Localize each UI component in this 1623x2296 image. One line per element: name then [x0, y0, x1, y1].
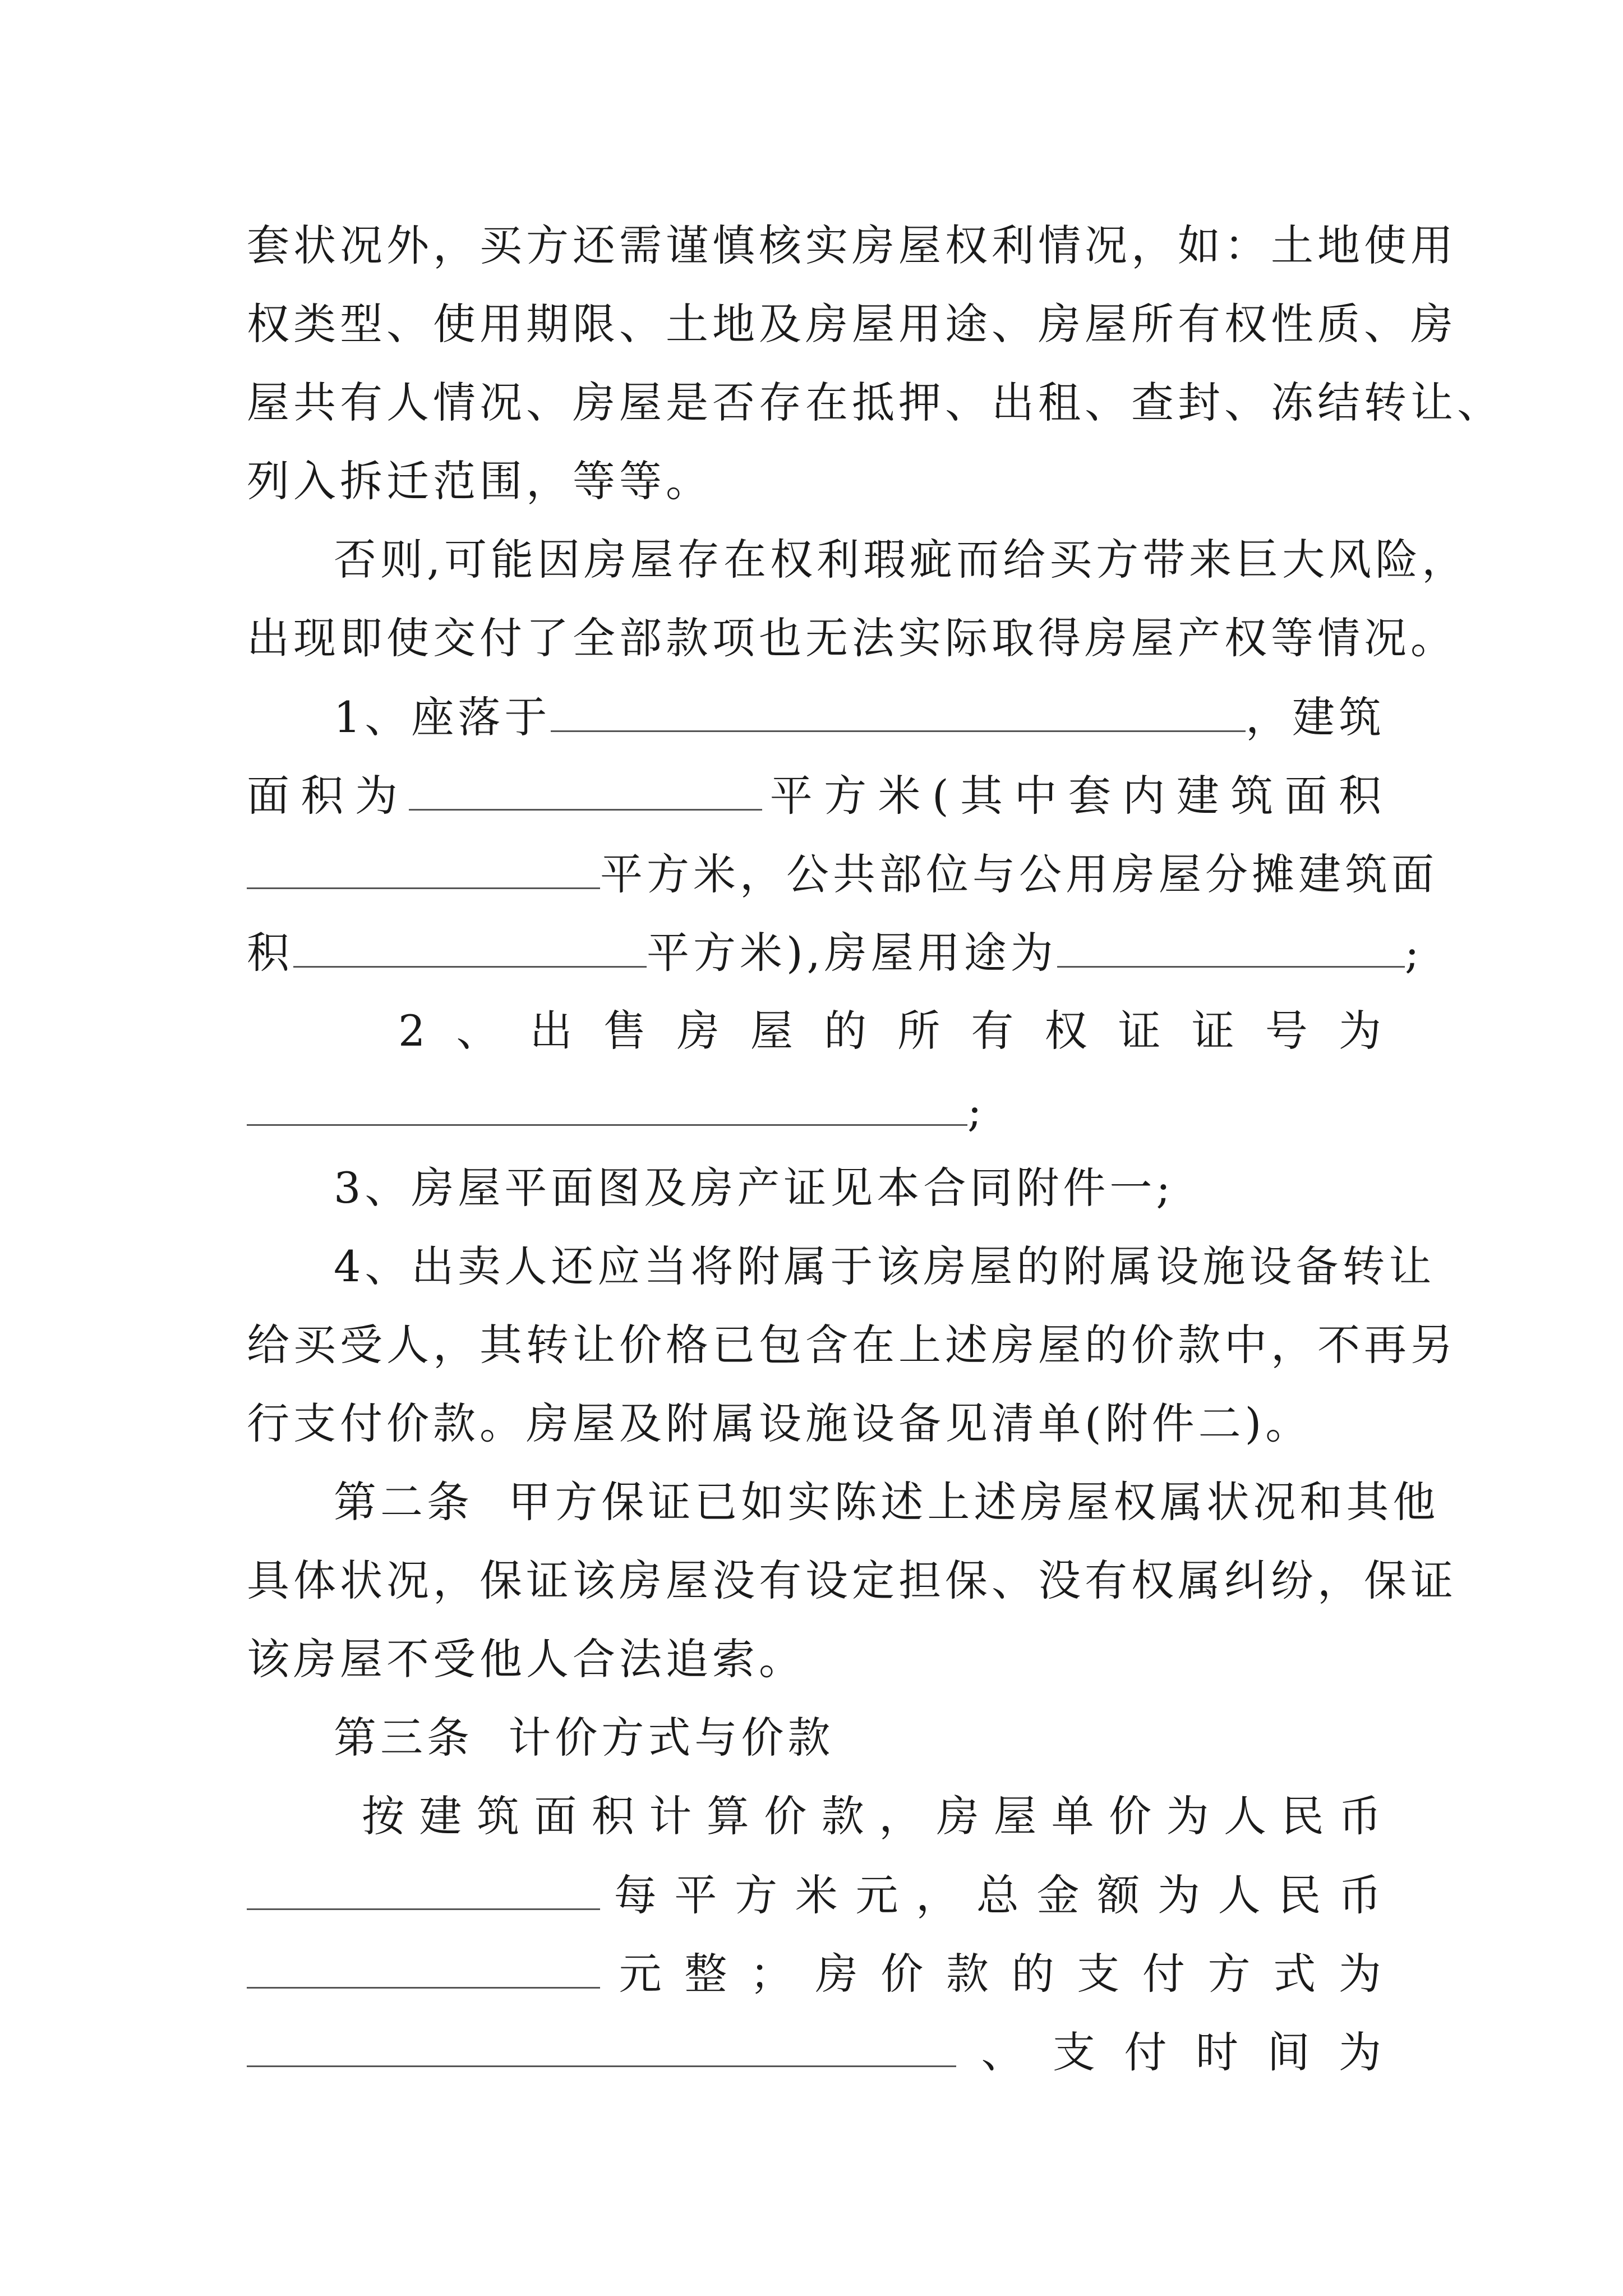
char: 为 — [1157, 1870, 1204, 1920]
char: 付 — [1142, 1949, 1189, 1999]
char: 支 — [1053, 2027, 1099, 2077]
char: 时 — [1196, 2027, 1242, 2077]
char: 米 — [878, 771, 925, 821]
char: 面 — [534, 1791, 581, 1841]
char: 币 — [1338, 1791, 1385, 1841]
char: 价 — [880, 1949, 928, 1999]
char: 建 — [1176, 771, 1223, 821]
paragraph-line: 否则,可能因房屋存在权利瑕疵而给买方带来巨大风险， — [334, 535, 1469, 585]
char: 单 — [1051, 1791, 1098, 1841]
clause-text: ，建筑 — [1246, 692, 1385, 742]
char: 房 — [815, 1949, 862, 1999]
char: 金 — [1036, 1870, 1083, 1920]
location-blank — [551, 689, 1246, 732]
char: ( — [932, 771, 953, 821]
char: 面 — [1284, 771, 1331, 821]
paragraph-line: 给买受人，其转让价格已包含在上述房屋的价款中，不再另 — [247, 1320, 1457, 1370]
char: ; — [1404, 928, 1423, 978]
char: 积 — [301, 771, 348, 821]
char: 所 — [897, 1006, 944, 1056]
unit-price-line — [247, 1867, 1385, 1923]
char: 民 — [1278, 1870, 1325, 1920]
inner-area-blank — [247, 846, 600, 889]
char: 积 — [247, 928, 293, 978]
char: 民 — [1281, 1791, 1328, 1841]
usage-blank — [1057, 924, 1405, 968]
shared-area-line — [247, 846, 1438, 902]
char: 按 — [362, 1791, 408, 1841]
paragraph-line: 该房屋不受他人合法追索。 — [247, 1634, 805, 1684]
paragraph-line: 屋共有人情况、房屋是否存在抵押、出租、查封、冻结转让、 — [247, 378, 1504, 427]
char: 付 — [1124, 2027, 1171, 2077]
char: 方 — [1207, 1949, 1255, 1999]
usage-line — [247, 924, 1423, 981]
article-3-heading: 第三条 计价方式与价款 — [334, 1713, 834, 1763]
char: 元 — [855, 1870, 902, 1920]
char: 平 — [769, 771, 817, 821]
paragraph-line: 列入拆迁范围，等等。 — [247, 456, 712, 506]
char: 内 — [1122, 771, 1169, 821]
payment-time-line — [247, 2024, 1385, 2080]
char: 号 — [1265, 1006, 1312, 1056]
char: 额 — [1097, 1870, 1144, 1920]
char: 积 — [1338, 771, 1385, 821]
char: 为 — [1338, 1006, 1385, 1056]
paragraph-line: 出现即使交付了全部款项也无法实际取得房屋产权等情况。 — [247, 613, 1457, 663]
char: 计 — [649, 1791, 696, 1841]
char: 面 — [247, 771, 293, 821]
char: 、 — [456, 1006, 503, 1056]
paragraph-line: 套状况外，买方还需谨慎核实房屋权利情况，如：土地使用 — [247, 220, 1457, 270]
char: 筑 — [476, 1791, 523, 1841]
char: 套 — [1068, 771, 1115, 821]
paragraph-line: 具体状况，保证该房屋没有设定担保、没有权属纠纷，保证 — [247, 1556, 1457, 1605]
char: 有 — [971, 1006, 1018, 1056]
char: 总 — [976, 1870, 1023, 1920]
total-price-blank — [247, 1945, 600, 1989]
char: 建 — [419, 1791, 466, 1841]
shared-area-blank — [293, 924, 647, 968]
char: 为 — [1339, 2027, 1385, 2077]
char: 积 — [591, 1791, 638, 1841]
paragraph-line: 4、出卖人还应当将附属于该房屋的附属设施设备转让 — [334, 1241, 1436, 1291]
clause-label: 1、座落于 — [334, 692, 551, 742]
char: 币 — [1338, 1870, 1385, 1920]
char: 房 — [676, 1006, 723, 1056]
char: 证 — [1191, 1006, 1238, 1056]
char: 人 — [1224, 1791, 1271, 1841]
char: 支 — [1077, 1949, 1124, 1999]
char: ， — [879, 1791, 926, 1841]
char: ； — [749, 1949, 796, 1999]
pricing-line — [362, 1788, 1385, 1844]
char: 屋 — [994, 1791, 1041, 1841]
char: 为 — [354, 771, 402, 821]
char: 价 — [1109, 1791, 1156, 1841]
char: 的 — [824, 1006, 871, 1056]
certificate-number-line — [247, 1083, 1385, 1139]
certificate-number-blank — [247, 1083, 967, 1126]
area-blank — [409, 767, 762, 811]
clause-1-line — [334, 689, 1385, 745]
char: 、 — [981, 2027, 1028, 2077]
char: 整 — [684, 1949, 731, 1999]
clause-text: 平方米),房屋用途为 — [647, 928, 1057, 978]
char: 价 — [764, 1791, 811, 1841]
char: ， — [916, 1870, 963, 1920]
area-line — [247, 767, 1385, 823]
char: 平 — [674, 1870, 721, 1920]
char: 间 — [1267, 2027, 1314, 2077]
char: 出 — [529, 1006, 577, 1056]
payment-method-blank — [247, 2024, 956, 2067]
paragraph-line: 权类型、使用期限、土地及房屋用途、房屋所有权性质、房 — [247, 299, 1457, 349]
char: 为 — [1338, 1949, 1385, 1999]
clause-text: 平方米，公共部位与公用房屋分摊建筑面 — [600, 849, 1438, 899]
char: 房 — [936, 1791, 983, 1841]
char: 筑 — [1230, 771, 1278, 821]
unit-price-blank — [247, 1867, 600, 1910]
total-price-line — [247, 1945, 1385, 2001]
paragraph-line: 行支付价款。房屋及附属设施设备见清单(附件二)。 — [247, 1398, 1312, 1448]
char: 方 — [824, 771, 871, 821]
char: 每 — [614, 1870, 661, 1920]
char: 2 — [398, 1006, 430, 1056]
char: ; — [967, 1086, 986, 1136]
char: 屋 — [750, 1006, 797, 1056]
char: 方 — [735, 1870, 782, 1920]
char: 算 — [706, 1791, 753, 1841]
article-2-line: 第二条 甲方保证已如实陈述上述房屋权属状况和其他 — [334, 1477, 1440, 1527]
char: 权 — [1044, 1006, 1091, 1056]
char: 证 — [1118, 1006, 1165, 1056]
char: 的 — [1011, 1949, 1058, 1999]
char: 中 — [1014, 771, 1061, 821]
paragraph-line: 3、房屋平面图及房产证见本合同附件一; — [334, 1163, 1174, 1213]
char: 售 — [603, 1006, 650, 1056]
clause-2-line — [398, 1003, 1385, 1059]
char: 元 — [619, 1949, 666, 1999]
char: 其 — [960, 771, 1007, 821]
char: 米 — [795, 1870, 842, 1920]
char: 款 — [821, 1791, 868, 1841]
char: 款 — [946, 1949, 993, 1999]
char: 为 — [1166, 1791, 1213, 1841]
char: 人 — [1218, 1870, 1265, 1920]
char: 式 — [1273, 1949, 1320, 1999]
